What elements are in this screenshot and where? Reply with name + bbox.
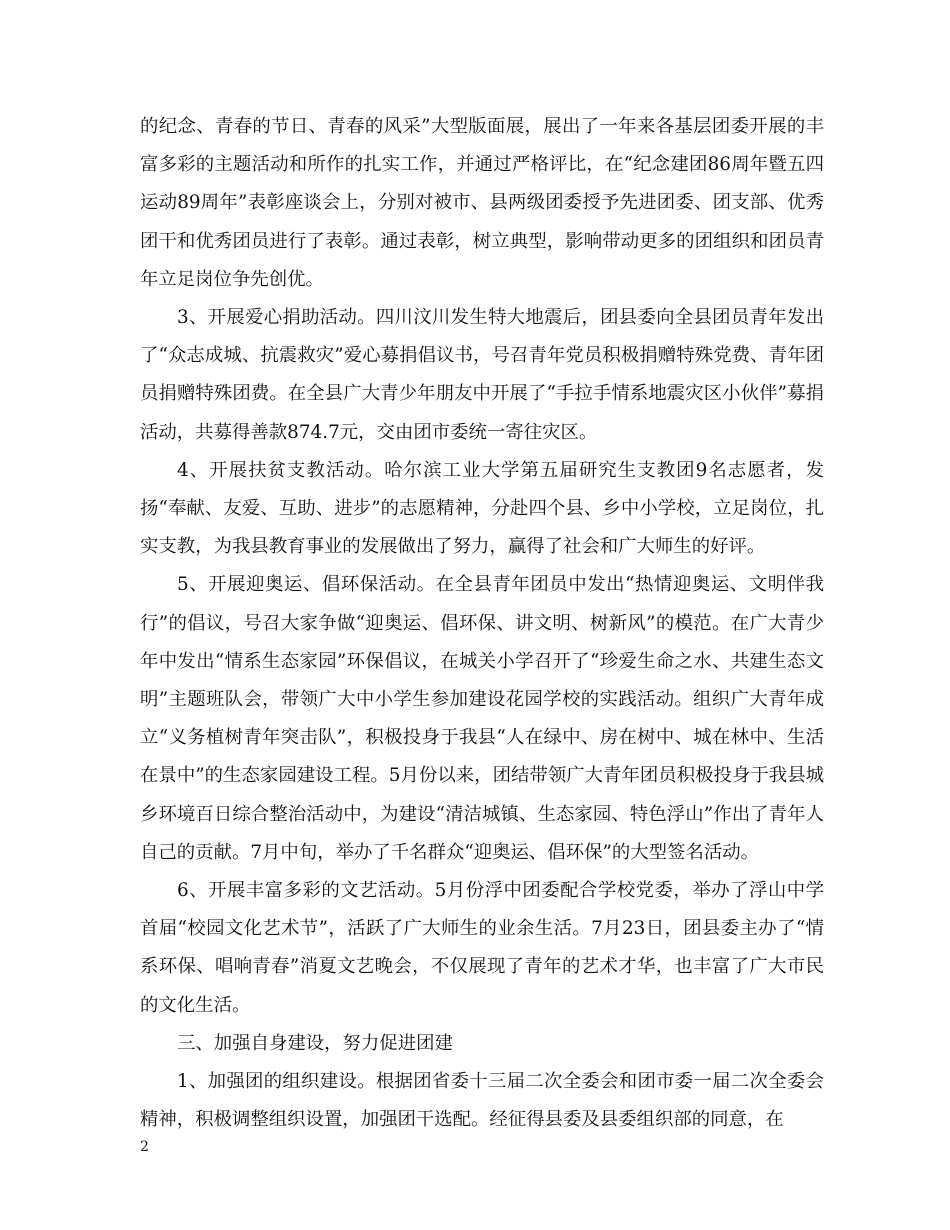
paragraph-4: 5、开展迎奥运、倡环保活动。在全县青年团员中发出“热情迎奥运、文明伴我行”的倡议，号召大家争做“迎奥运、倡环保、讲文明、树新风”的模范。在广大青少年中发出“情系生态家园”环保倡议，在城关小学召开了“珍爱生命之水、共建生态文明”主题班队会，带领广大中小学生参加建设花园学校的实践活动。组织广大青年成立“义务植树青年突击队”，积极投身于我县“人在绿中、房在树中、城在林中、生活在景中”的生态家园建设工程。5月份以来，团结带领广大青年团员积极投身于我县城乡环境百日综合整治活动中，为建设“清洁城镇、生态家园、特色浮山”作出了青年人自己的贡献。7月中旬，举办了千名群众“迎奥运、倡环保”的大型签名活动。 xyxy=(140,574,824,863)
paragraph-5: 6、开展丰富多彩的文艺活动。5月份浮中团委配合学校党委，举办了浮山中学首届“校园文化艺术节”，活跃了广大师生的业余生活。7月23日，团县委主办了“情系环保、唱响青春”消夏文艺晚会，不仅展现了青年的艺术才华，也丰富了广大市民的文化生活。 xyxy=(140,880,824,1016)
paragraph-2: 3、开展爱心捐助活动。四川汶川发生特大地震后，团县委向全县团员青年发出了“众志成城、抗震救灾”爱心募捐倡议书，号召青年党员积极捐赠特殊党费、青年团员捐赠特殊团费。在全县广大青少年朋友中开展了“手拉手情系地震灾区小伙伴”募捐活动，共募得善款874.7元，交由团市委统一寄往灾区。 xyxy=(140,307,824,443)
page-number: 2 xyxy=(140,1139,149,1155)
paragraph-1: 的纪念、青春的节日、青春的风采”大型版面展，展出了一年来各基层团委开展的丰富多彩的主题活动和所作的扎实工作，并通过严格评比，在“纪念建团86周年暨五四运动89周年”表彰座谈会上，分别对被市、县两级团委授予先进团委、团支部、优秀团干和优秀团员进行了表彰。通过表彰，树立典型，影响带动更多的团组织和团员青年立足岗位争先创优。 xyxy=(140,116,824,290)
paragraph-6: 1、加强团的组织建设。根据团省委十三届二次全委会和团市委一届二次全委会精神，积极调整组织设置，加强团干选配。经征得县委及县委组织部的同意，在 xyxy=(140,1071,824,1131)
paragraph-3: 4、开展扶贫支教活动。哈尔滨工业大学第五届研究生支教团9名志愿者，发扬“奉献、友爱、互助、进步”的志愿精神，分赴四个县、乡中小学校，立足岗位，扎实支教，为我县教育事业的发展做出了努力，赢得了社会和广大师生的好评。 xyxy=(140,459,824,558)
page-body xyxy=(140,108,824,1139)
section-heading: 三、加强自身建设，努力促进团建 xyxy=(177,1032,453,1054)
